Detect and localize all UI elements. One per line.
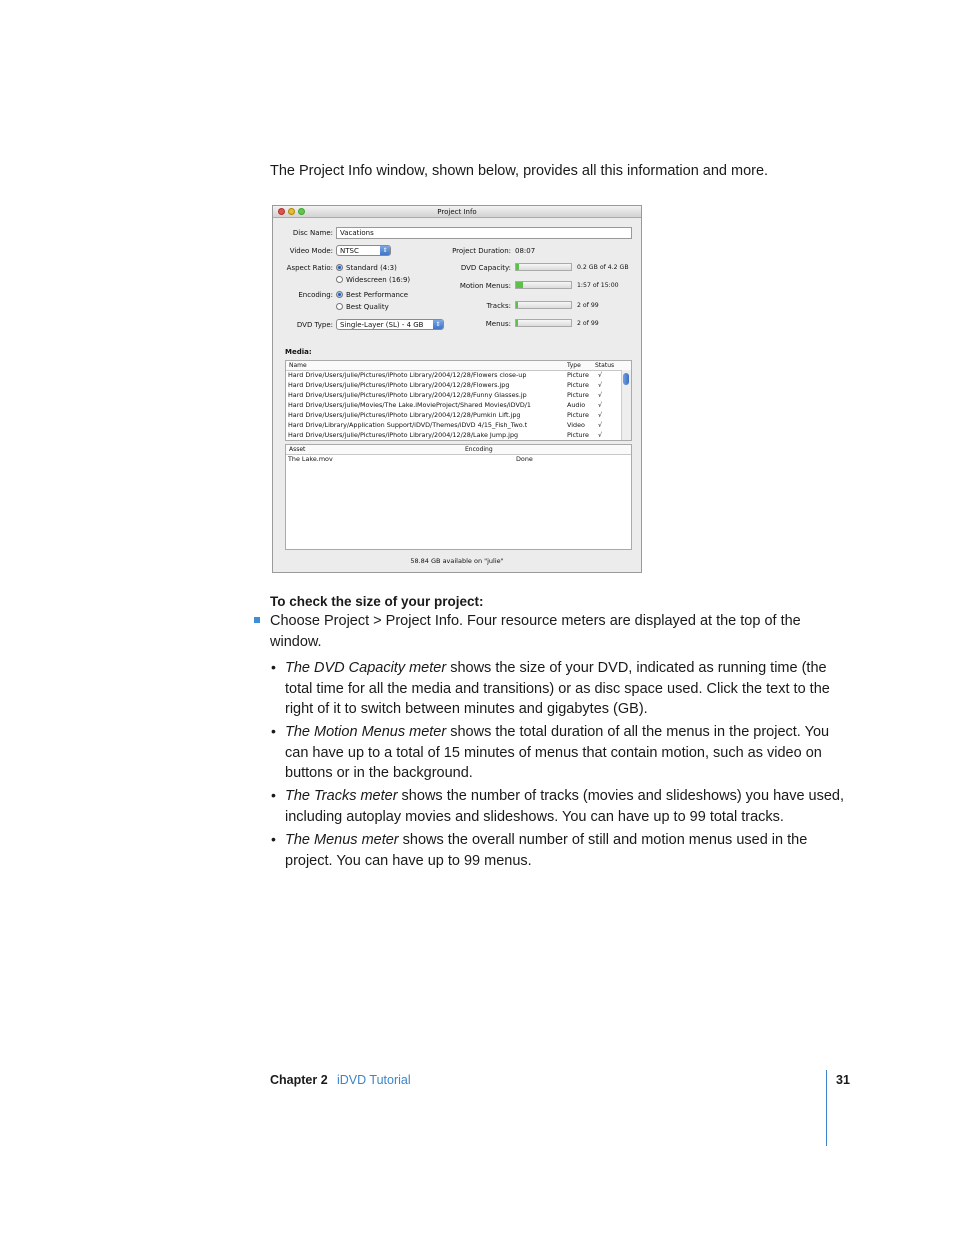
bullet-text: shows the number of tracks (movies and slideshows) you have used, [397,788,845,804]
media-scrollbar[interactable] [621,370,631,440]
media-name: Hard Drive/Users/julie/Pictures/iPhoto Library/2004/12/28/Funny Glasses.jp [288,391,527,399]
bullet-line: including autoplay movies and slideshows. You can have up to 99 total tracks. [285,808,784,825]
footer-chapter: Chapter 2 [270,1073,328,1087]
footer-chapter-title[interactable]: iDVD Tutorial [337,1073,411,1087]
asset-table-header [286,445,631,455]
bullet-dot-icon: • [271,723,276,739]
duration-value: 08:07 [515,247,536,255]
media-name: Hard Drive/Users/julie/Pictures/iPhoto Library/2004/12/28/Pumkin Lift.jpg [288,411,521,419]
resource-meter [515,319,572,327]
col-encoding[interactable]: Encoding [465,446,493,453]
col-status[interactable]: Status [595,362,615,369]
meter-text[interactable]: 2 of 99 [577,320,599,327]
bullet-term: The Motion Menus meter [285,724,447,740]
asset-name: The Lake.mov [288,455,333,463]
media-status: √ [598,381,603,389]
asset-table[interactable] [285,444,632,550]
media-status: √ [598,401,603,409]
media-status: √ [598,421,603,429]
project-info-window [272,205,642,573]
meter-label: DVD Capacity: [460,264,511,272]
bullet-line [285,786,844,807]
bullet-text: shows the overall number of still and motion menus used in the [398,832,808,848]
bullet-term: The Menus meter [285,832,399,848]
bullet-term: The DVD Capacity meter [285,660,447,676]
media-name: Hard Drive/Users/julie/Pictures/iPhoto Library/2004/12/28/Flowers close-up [288,371,527,379]
aspect-ratio-label: Aspect Ratio: [286,264,333,272]
media-type: Picture [567,391,589,399]
bullet-text: shows the size of your DVD, indicated as running time (the [446,660,827,676]
scroll-thumb[interactable] [623,373,629,385]
bullet-dot-icon: • [271,831,276,847]
media-type: Picture [567,381,589,389]
disc-name-field[interactable]: Vacations [336,227,632,239]
encoding-label: Encoding: [298,291,333,299]
step-line-2: window. [270,634,322,650]
meter-text[interactable]: 2 of 99 [577,302,599,309]
radio-best-performance-label: Best Performance [346,291,409,299]
col-name[interactable]: Name [289,362,307,369]
dvd-type-label: DVD Type: [296,321,333,329]
radio-standard-label: Standard (4:3) [346,264,397,272]
bullet-text: shows the total duration of all the menus in the project. You [446,724,830,740]
step-line-1: Choose Project > Project Info. Four resource meters are displayed at the top of the [270,613,801,629]
col-asset[interactable]: Asset [289,446,306,453]
meter-fill [516,264,519,270]
media-type: Picture [567,411,589,419]
page-number: 31 [836,1073,850,1087]
bullet-line [285,722,829,743]
resource-meter [515,263,572,271]
resource-meter [515,281,572,289]
bullet-dot-icon: • [271,787,276,803]
popup-arrows-icon: ⇕ [380,246,390,255]
meter-fill [516,282,523,288]
media-type: Audio [567,401,586,409]
intro-text: The Project Info window, shown below, provides all this information and more. [270,163,769,179]
media-status: √ [598,431,603,439]
col-type[interactable]: Type [567,362,581,369]
disc-name-label: Disc Name: [292,229,333,237]
media-label: Media: [285,348,312,356]
bullet-line: can have up to a total of 15 minutes of menus that contain motion, such as video on [285,744,822,761]
media-type: Picture [567,431,589,439]
media-table[interactable] [285,360,632,441]
table-row[interactable] [288,431,622,441]
table-row[interactable] [288,391,622,401]
media-status: √ [598,391,603,399]
meter-text[interactable]: 1:57 of 15:00 [577,282,619,289]
table-row[interactable] [288,401,622,411]
bullet-line [285,830,807,851]
resource-meter [515,301,572,309]
radio-best-performance[interactable] [336,291,343,298]
bullet-line [285,658,827,679]
media-name: Hard Drive/Users/julie/Pictures/iPhoto Library/2004/12/28/Flowers.jpg [288,381,510,389]
table-row[interactable] [288,411,622,421]
meter-text[interactable]: 0.2 GB of 4.2 GB [577,264,629,271]
footer-divider [826,1070,827,1146]
media-status: √ [598,411,603,419]
radio-widescreen[interactable] [336,276,343,283]
section-heading: To check the size of your project: [270,594,484,609]
bullet-term: The Tracks meter [285,788,398,804]
bullet-line: total time for all the media and transitions) or as disc space used. Click the text to the [285,680,830,697]
dvd-type-value: Single-Layer (SL) - 4 GB [340,321,424,329]
bullet-square-icon [254,617,260,623]
window-title: Project Info [437,208,477,216]
meter-label: Tracks: [486,302,511,310]
media-type: Picture [567,371,589,379]
table-row[interactable] [288,421,622,431]
bullet-line: project. You can have up to 99 menus. [285,852,532,869]
media-name: Hard Drive/Library/Application Support/iDVD/Themes/iDVD 4/15_Fish_Two.t [288,421,528,429]
bullet-line: right of it to switch between minutes and gigabytes (GB). [285,701,648,717]
media-type: Video [567,421,585,429]
table-row[interactable] [288,381,622,391]
table-row[interactable] [288,371,622,381]
duration-label: Project Duration: [452,247,511,255]
disk-space-status: 58.84 GB available on "julie" [410,557,504,565]
radio-standard[interactable] [336,264,343,271]
media-table-header [286,361,631,371]
popup-arrows-icon: ⇕ [433,320,443,329]
media-name: Hard Drive/Users/julie/Movies/The Lake.iMovieProject/Shared Movies/iDVD/1 [288,401,531,409]
meter-label: Motion Menus: [459,282,511,290]
radio-best-quality[interactable] [336,303,343,310]
video-mode-value: NTSC [340,247,359,255]
media-status: √ [598,371,603,379]
radio-widescreen-label: Widescreen (16:9) [346,276,411,284]
radio-best-quality-label: Best Quality [346,303,389,311]
window-titlebar[interactable] [273,206,641,218]
bullet-dot-icon: • [271,659,276,675]
meter-fill [516,320,518,326]
meter-label: Menus: [485,320,511,328]
bullet-line: buttons or in the background. [285,765,473,781]
table-row[interactable] [288,455,628,465]
media-name: Hard Drive/Users/julie/Pictures/iPhoto Library/2004/12/28/Lake Jump.jpg [288,431,519,439]
asset-encoding: Done [516,455,533,463]
video-mode-popup[interactable] [336,245,391,256]
meter-fill [516,302,518,308]
video-mode-label: Video Mode: [289,247,333,255]
